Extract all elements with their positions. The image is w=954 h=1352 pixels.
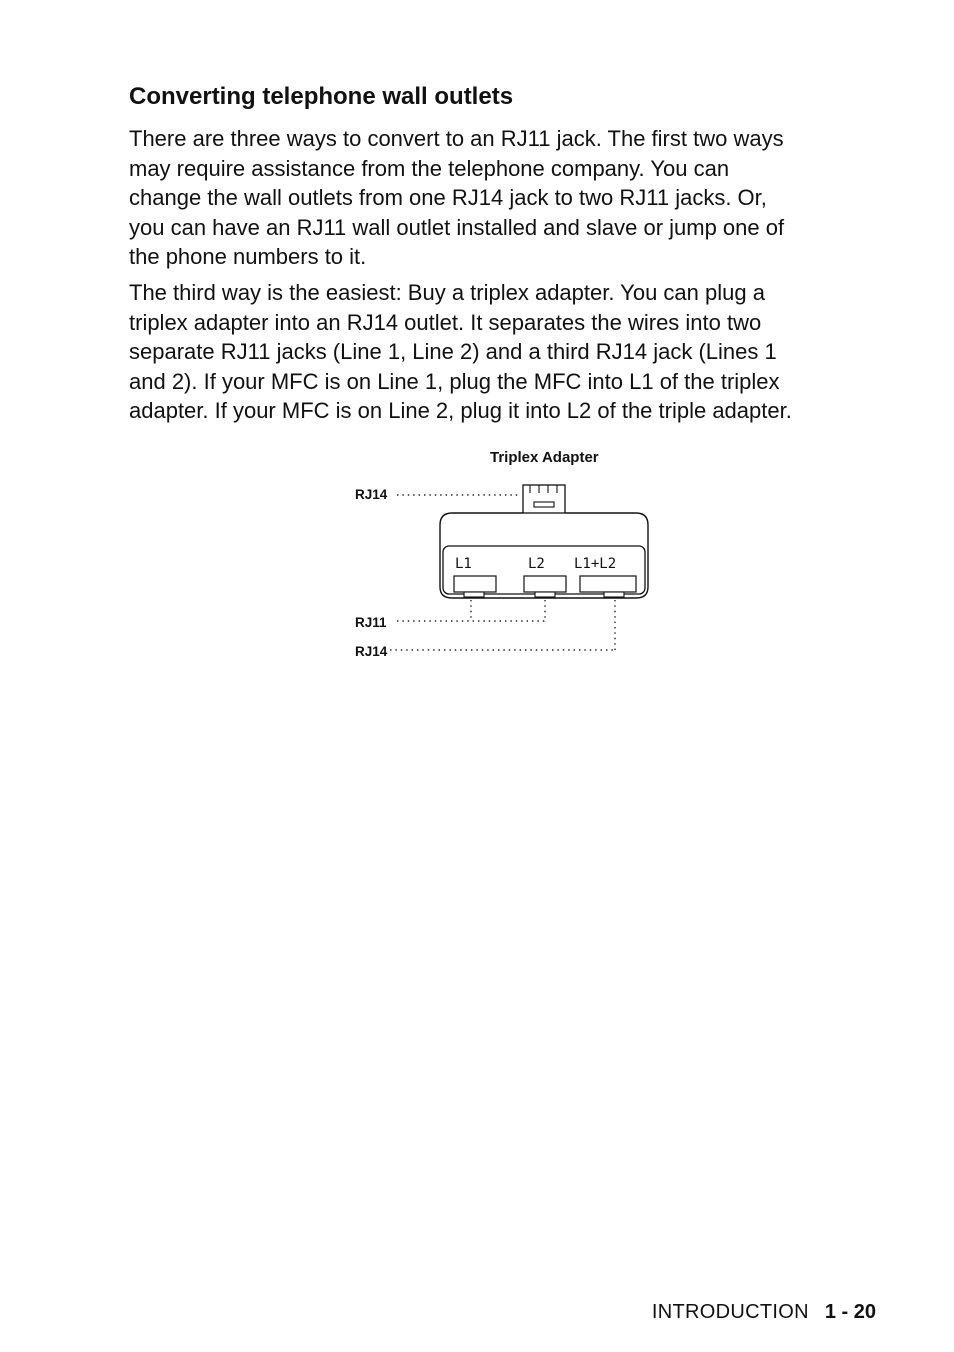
text-line: triplex adapter into an RJ14 outlet. It separates the wires into two [129, 309, 762, 335]
page-footer [652, 1301, 876, 1324]
plug-rj14-label: RJ14 [355, 487, 388, 502]
text-line: you can have an RJ11 wall outlet installed and slave or jump one of [129, 214, 785, 240]
triplex-adapter-diagram [340, 440, 660, 670]
port-label-l1: L1 [455, 556, 472, 572]
footer-page-number: 1 - 20 [824, 1301, 876, 1323]
text-line: The third way is the easiest: Buy a triplex adapter. You can plug a [129, 280, 765, 305]
page-heading: Converting telephone wall outlets [129, 83, 514, 110]
text-line: and 2). If your MFC is on Line 1, plug the MFC into L1 of the triplex [129, 368, 780, 394]
text-line: may require assistance from the telephone company. You can [129, 155, 730, 181]
text-line: adapter. If your MFC is on Line 2, plug it into L2 of the triple adapter. [129, 398, 792, 423]
text-line: change the wall outlets from one RJ14 jack to two RJ11 jacks. Or, [129, 185, 767, 210]
paragraph-triplex [129, 278, 889, 426]
port-label-l2: L2 [528, 556, 545, 572]
rj14-output-label: RJ14 [355, 644, 388, 659]
text-line: separate RJ11 jacks (Line 1, Line 2) and a third RJ14 jack (Lines 1 [129, 339, 777, 364]
text-line: the phone numbers to it. [129, 244, 367, 269]
footer-section-name: INTRODUCTION [651, 1301, 809, 1323]
paragraph-intro [129, 124, 889, 272]
rj11-label: RJ11 [355, 615, 387, 630]
diagram-caption: Triplex Adapter [490, 449, 599, 466]
text-line: There are three ways to convert to an RJ11 jack. The first two ways [129, 126, 784, 151]
triplex-adapter-illustration [340, 440, 660, 670]
rj14-plug [523, 485, 565, 513]
port-label-l1-l2: L1+L2 [574, 556, 617, 572]
